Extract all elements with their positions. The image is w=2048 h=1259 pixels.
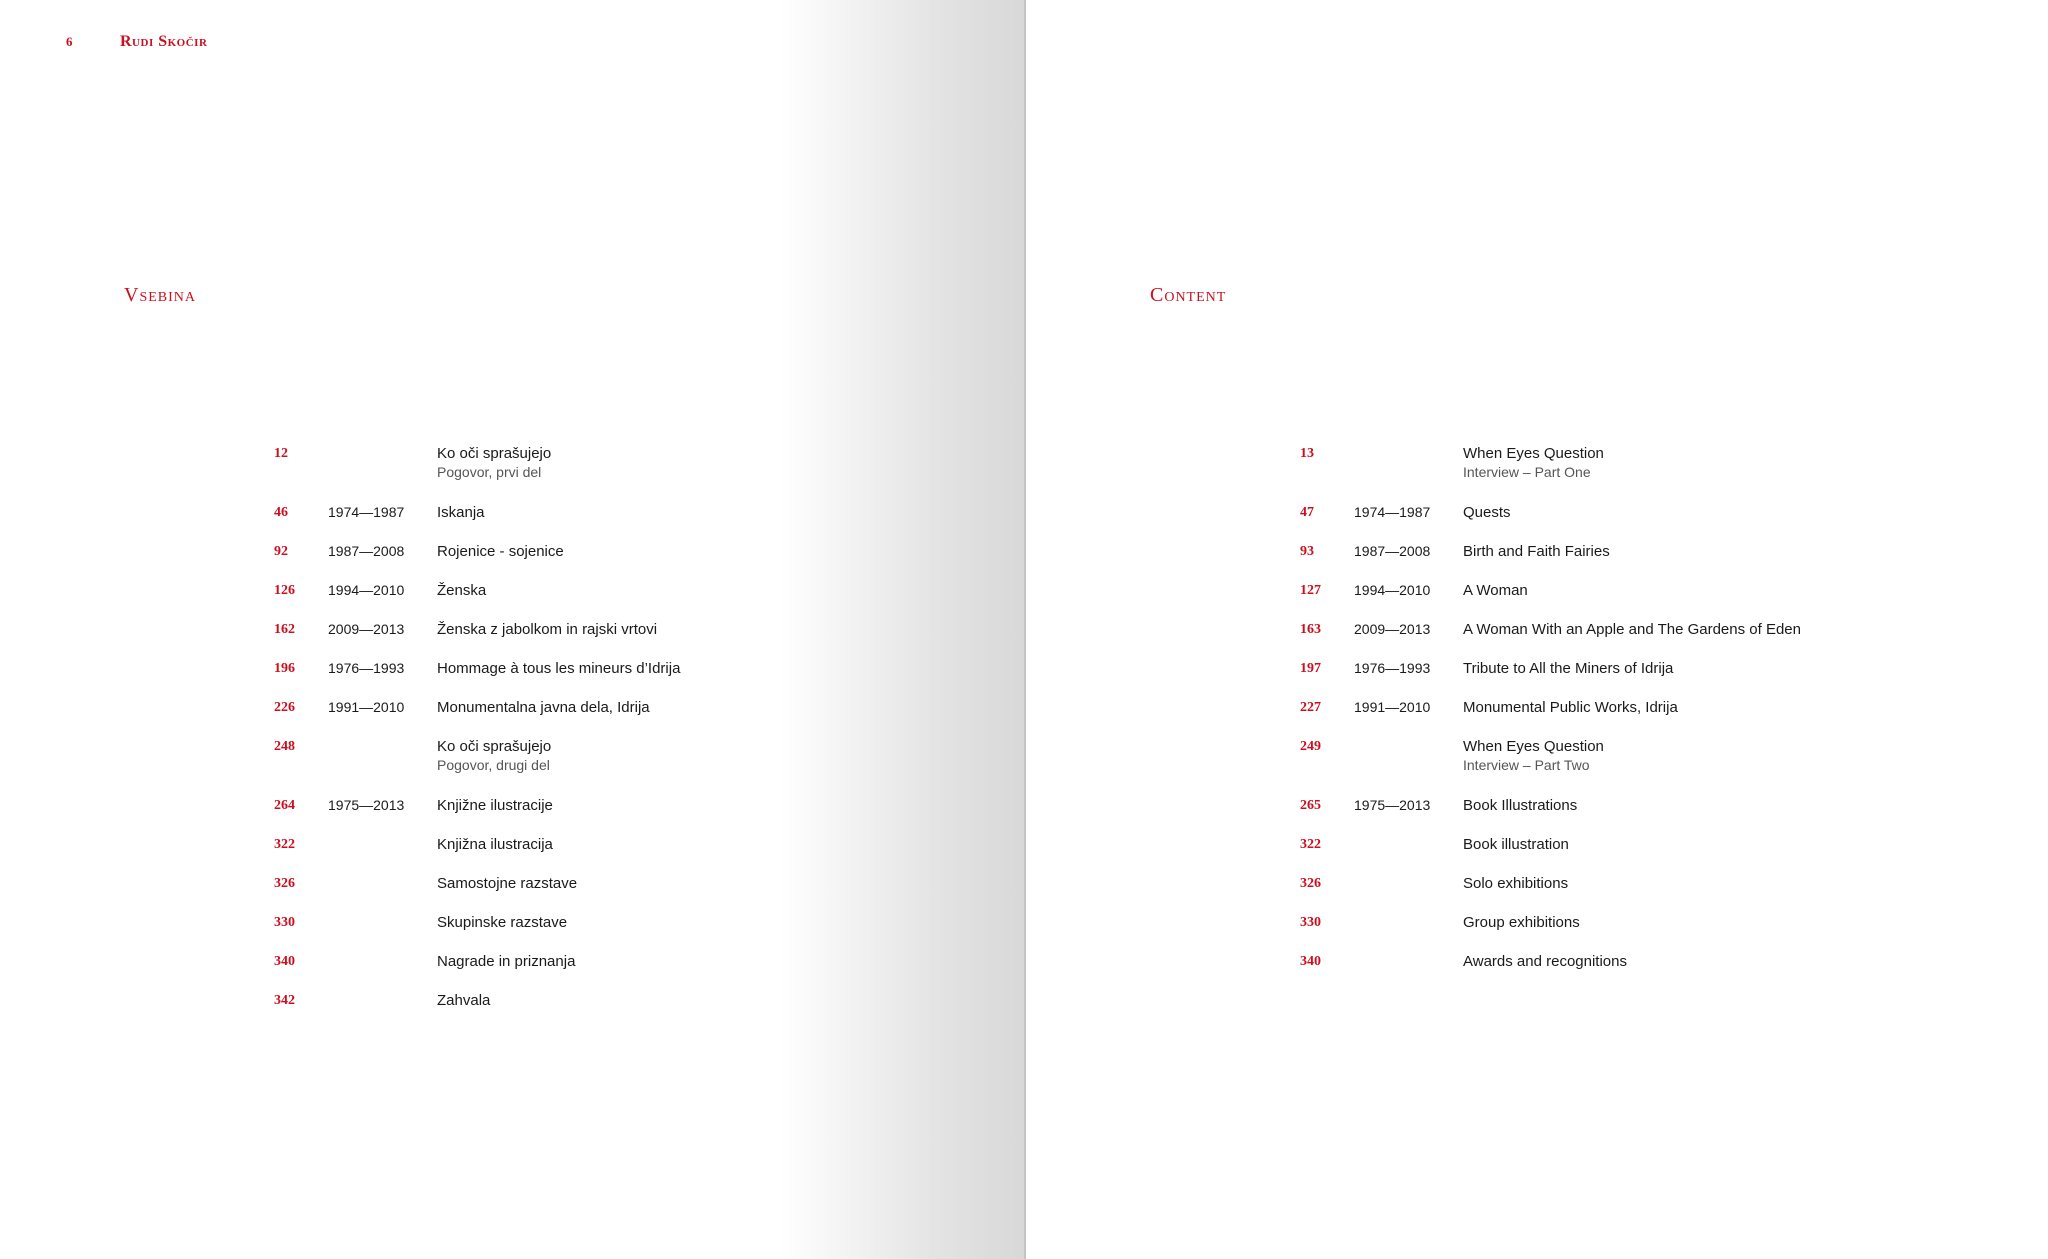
toc-page-number: 126 [274, 583, 295, 598]
toc-entry [274, 581, 680, 600]
toc-title-block [437, 874, 577, 893]
toc-year-range: 1994—2010 [328, 582, 405, 598]
toc-title: Birth and Faith Fairies [1463, 543, 1610, 560]
toc-page-number: 92 [274, 544, 288, 559]
toc-title-block [437, 737, 551, 775]
toc-title-block [437, 698, 650, 717]
toc-year-range: 1987—2008 [328, 543, 405, 559]
toc-entry [274, 659, 680, 678]
toc-entry [274, 737, 680, 775]
toc-title-block [437, 444, 551, 482]
toc-title: When Eyes Question [1463, 738, 1604, 755]
toc-entry [274, 913, 680, 932]
toc-title: Hommage à tous les mineurs d’Idrija [437, 660, 681, 677]
toc-title-block [1463, 581, 1528, 600]
toc-year-range: 1991—2010 [328, 699, 405, 715]
toc-page-number: 93 [1300, 544, 1314, 559]
toc-page-number: 249 [1300, 739, 1321, 754]
toc-title-block [1463, 542, 1610, 561]
toc-entry [1300, 542, 1801, 561]
toc-page-number: 162 [274, 622, 295, 637]
toc-list-en [1300, 444, 1801, 991]
toc-title: Iskanja [437, 504, 485, 521]
toc-year-range: 1987—2008 [1354, 543, 1431, 559]
toc-title-block [1463, 698, 1678, 717]
author-name: Rudi Skočir [120, 33, 208, 50]
toc-entry [274, 444, 680, 482]
right-page [1026, 0, 2048, 1259]
toc-subtitle: Interview – Part One [1463, 464, 1591, 480]
toc-year-range: 2009—2013 [328, 621, 405, 637]
toc-year-range: 1994—2010 [1354, 582, 1431, 598]
toc-title: Solo exhibitions [1463, 875, 1569, 892]
toc-title: When Eyes Question [1463, 445, 1604, 462]
toc-year-range: 1975—2013 [328, 797, 405, 813]
toc-title-block [1463, 874, 1568, 893]
toc-title-block [1463, 444, 1604, 482]
toc-title-block [437, 952, 575, 971]
toc-page-number: 197 [1300, 661, 1321, 676]
toc-title-block [1463, 796, 1577, 815]
toc-title-block [1463, 952, 1627, 971]
toc-page-number: 248 [274, 739, 295, 754]
toc-title: Awards and recognitions [1463, 953, 1627, 970]
toc-entry [1300, 659, 1801, 678]
toc-page-number: 264 [274, 798, 295, 813]
toc-title-block [437, 913, 567, 932]
toc-entry [274, 835, 680, 854]
toc-title: Monumentalna javna dela, Idrija [437, 699, 650, 716]
page-number: 6 [66, 34, 73, 49]
toc-title-block [437, 796, 553, 815]
toc-title-block [1463, 835, 1569, 854]
toc-entry [274, 503, 680, 522]
toc-year-range: 1975—2013 [1354, 797, 1431, 813]
toc-page-number: 196 [274, 661, 295, 676]
toc-entry [1300, 698, 1801, 717]
toc-entry [1300, 835, 1801, 854]
toc-title: Knjižna ilustracija [437, 836, 553, 853]
toc-entry [274, 796, 680, 815]
toc-title: Monumental Public Works, Idrija [1463, 699, 1678, 716]
toc-title: A Woman With an Apple and The Gardens of Eden [1463, 621, 1801, 638]
toc-title: Zahvala [437, 992, 491, 1009]
toc-title: Group exhibitions [1463, 914, 1580, 931]
toc-entry [1300, 796, 1801, 815]
toc-title-block [437, 835, 553, 854]
toc-title-block [437, 542, 564, 561]
toc-page-number: 340 [274, 954, 295, 969]
toc-page-number: 13 [1300, 446, 1314, 461]
toc-entry [274, 542, 680, 561]
toc-title-block [1463, 737, 1604, 775]
toc-page-number: 47 [1300, 505, 1314, 520]
contents-heading-sl: Vsebina [124, 284, 197, 306]
toc-title-block [1463, 503, 1511, 522]
toc-list-sl [274, 444, 680, 1030]
toc-year-range: 2009—2013 [1354, 621, 1431, 637]
toc-entry [1300, 913, 1801, 932]
toc-entry [274, 991, 680, 1010]
toc-title-block [437, 581, 486, 600]
toc-page-number: 326 [274, 876, 295, 891]
toc-title: Samostojne razstave [437, 875, 578, 892]
toc-entry [1300, 503, 1801, 522]
toc-subtitle: Interview – Part Two [1463, 757, 1590, 773]
toc-page-number: 322 [274, 837, 295, 852]
toc-page-number: 163 [1300, 622, 1321, 637]
toc-title: Nagrade in priznanja [437, 953, 576, 970]
toc-entry [1300, 952, 1801, 971]
toc-year-range: 1974—1987 [328, 504, 405, 520]
toc-title: Ženska [437, 582, 487, 599]
toc-title-block [437, 991, 490, 1010]
toc-title-block [437, 620, 657, 639]
toc-title-block [1463, 620, 1801, 639]
toc-title-block [437, 659, 680, 678]
toc-entry [1300, 581, 1801, 600]
toc-year-range: 1991—2010 [1354, 699, 1431, 715]
toc-title: Ženska z jabolkom in rajski vrtovi [437, 621, 658, 638]
toc-entry [1300, 620, 1801, 639]
contents-heading-en: Content [1150, 284, 1227, 306]
toc-page-number: 340 [1300, 954, 1321, 969]
toc-subtitle: Pogovor, prvi del [437, 464, 542, 480]
toc-year-range: 1976—1993 [328, 660, 405, 676]
toc-entry [1300, 737, 1801, 775]
toc-year-range: 1976—1993 [1354, 660, 1431, 676]
toc-title: Ko oči sprašujejo [437, 445, 552, 462]
toc-title: Quests [1463, 504, 1511, 521]
toc-page-number: 330 [274, 915, 295, 930]
toc-page-number: 322 [1300, 837, 1321, 852]
toc-title: Tribute to All the Miners of Idrija [1463, 660, 1674, 677]
toc-page-number: 46 [274, 505, 288, 520]
toc-title: Book illustration [1463, 836, 1569, 853]
toc-page-number: 227 [1300, 700, 1321, 715]
toc-entry [274, 952, 680, 971]
toc-entry [274, 698, 680, 717]
toc-page-number: 265 [1300, 798, 1321, 813]
toc-year-range: 1974—1987 [1354, 504, 1431, 520]
toc-entry [274, 874, 680, 893]
toc-entry [274, 620, 680, 639]
toc-page-number: 12 [274, 446, 288, 461]
toc-entry [1300, 874, 1801, 893]
toc-subtitle: Pogovor, drugi del [437, 757, 550, 773]
toc-page-number: 226 [274, 700, 295, 715]
toc-page-number: 342 [274, 993, 295, 1008]
toc-page-number: 330 [1300, 915, 1321, 930]
toc-title-block [1463, 659, 1673, 678]
toc-title: Book Illustrations [1463, 797, 1578, 814]
toc-title: Rojenice - sojenice [437, 543, 564, 560]
toc-title: Ko oči sprašujejo [437, 738, 552, 755]
toc-title: Knjižne ilustracije [437, 797, 553, 814]
toc-page-number: 326 [1300, 876, 1321, 891]
toc-title: A Woman [1463, 582, 1528, 599]
toc-page-number: 127 [1300, 583, 1321, 598]
toc-title-block [1463, 913, 1580, 932]
running-head [66, 33, 207, 51]
toc-title-block [437, 503, 485, 522]
toc-title: Skupinske razstave [437, 914, 568, 931]
toc-entry [1300, 444, 1801, 482]
